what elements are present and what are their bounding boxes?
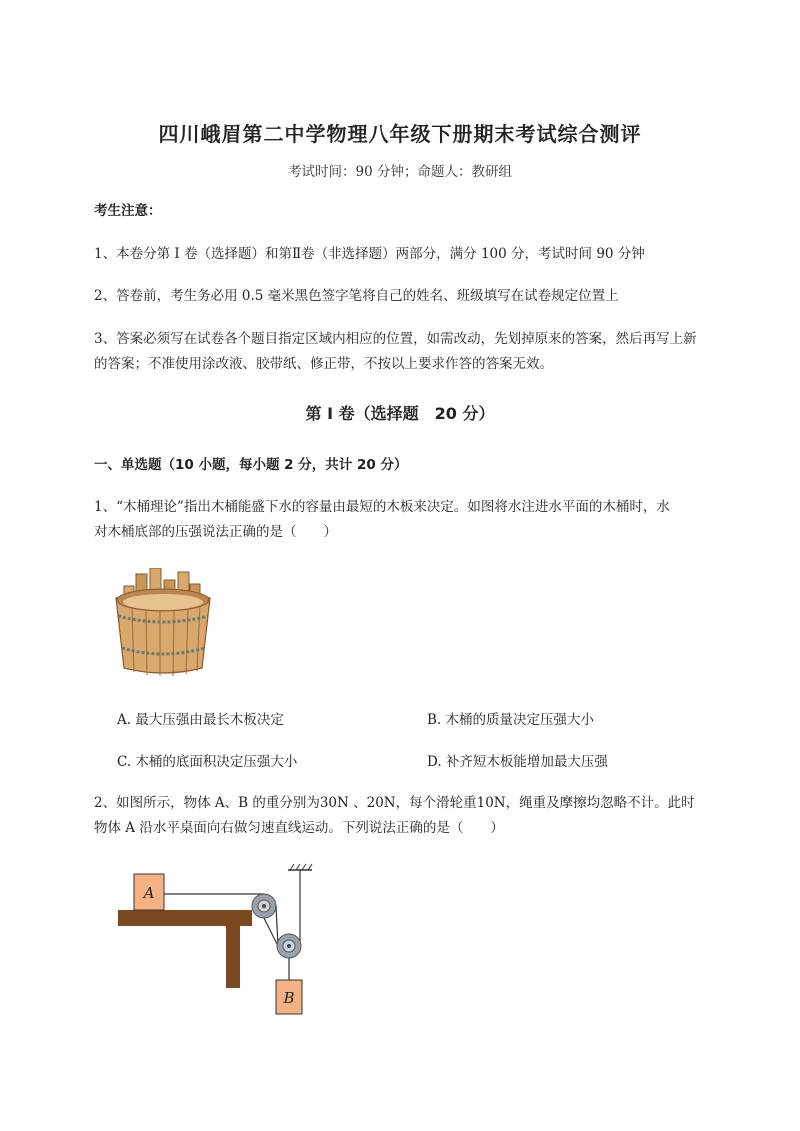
exam-info: 考试时间：90 分钟；命题人：教研组 bbox=[288, 164, 512, 180]
question-2-line-2: 物体 A 沿水平桌面向右做匀速直线运动。下列说法正确的是（ ） bbox=[94, 820, 504, 836]
pulley-diagram bbox=[112, 862, 326, 1020]
q1-option-d[interactable]: D. 补齐短木板能增加最大压强 bbox=[427, 754, 608, 770]
block-b-label: B bbox=[283, 989, 295, 1007]
q1-option-c[interactable]: C. 木桶的底面积决定压强大小 bbox=[117, 754, 298, 770]
part-heading: 一、单选题（10 小题，每小题 2 分，共计 20 分） bbox=[94, 457, 408, 473]
notice-heading: 考生注意： bbox=[94, 203, 162, 219]
q1-option-a[interactable]: A. 最大压强由最长木板决定 bbox=[117, 712, 284, 728]
question-1-line-2: 对木桶底部的压强说法正确的是（ ） bbox=[94, 524, 337, 540]
notice-item-3: 3、答案必须写在试卷各个题目指定区域内相应的位置，如需改动，先划掉原来的答案，然后再写上新 bbox=[94, 331, 697, 347]
notice-item-2: 2、答卷前，考生务必用 0.5 毫米黑色签字笔将自己的姓名、班级填写在试卷规定位置上 bbox=[94, 288, 619, 304]
block-a-label: A bbox=[143, 884, 155, 902]
page-title: 四川峨眉第二中学物理八年级下册期末考试综合测评 bbox=[158, 122, 642, 146]
question-1-line-1: 1、“木桶理论”指出木桶能盛下水的容量由最短的木板来决定。如图将水注进水平面的木桶时，水 bbox=[94, 499, 670, 515]
question-2-line-1: 2、如图所示，物体 A、B 的重分别为30N 、20N，每个滑轮重10N，绳重及摩擦均忽略不计。此时 bbox=[94, 795, 695, 811]
q1-option-b[interactable]: B. 木桶的质量决定压强大小 bbox=[427, 712, 595, 728]
notice-item-1: 1、本卷分第 I 卷（选择题）和第Ⅱ卷（非选择题）两部分，满分 100 分，考试时间 90 分钟 bbox=[94, 246, 645, 262]
section-title: 第 I 卷（选择题 20 分） bbox=[305, 404, 495, 423]
wooden-bucket-image bbox=[110, 568, 216, 676]
notice-item-3-cont: 的答案；不准使用涂改液、胶带纸、修正带，不按以上要求作答的答案无效。 bbox=[94, 356, 553, 372]
